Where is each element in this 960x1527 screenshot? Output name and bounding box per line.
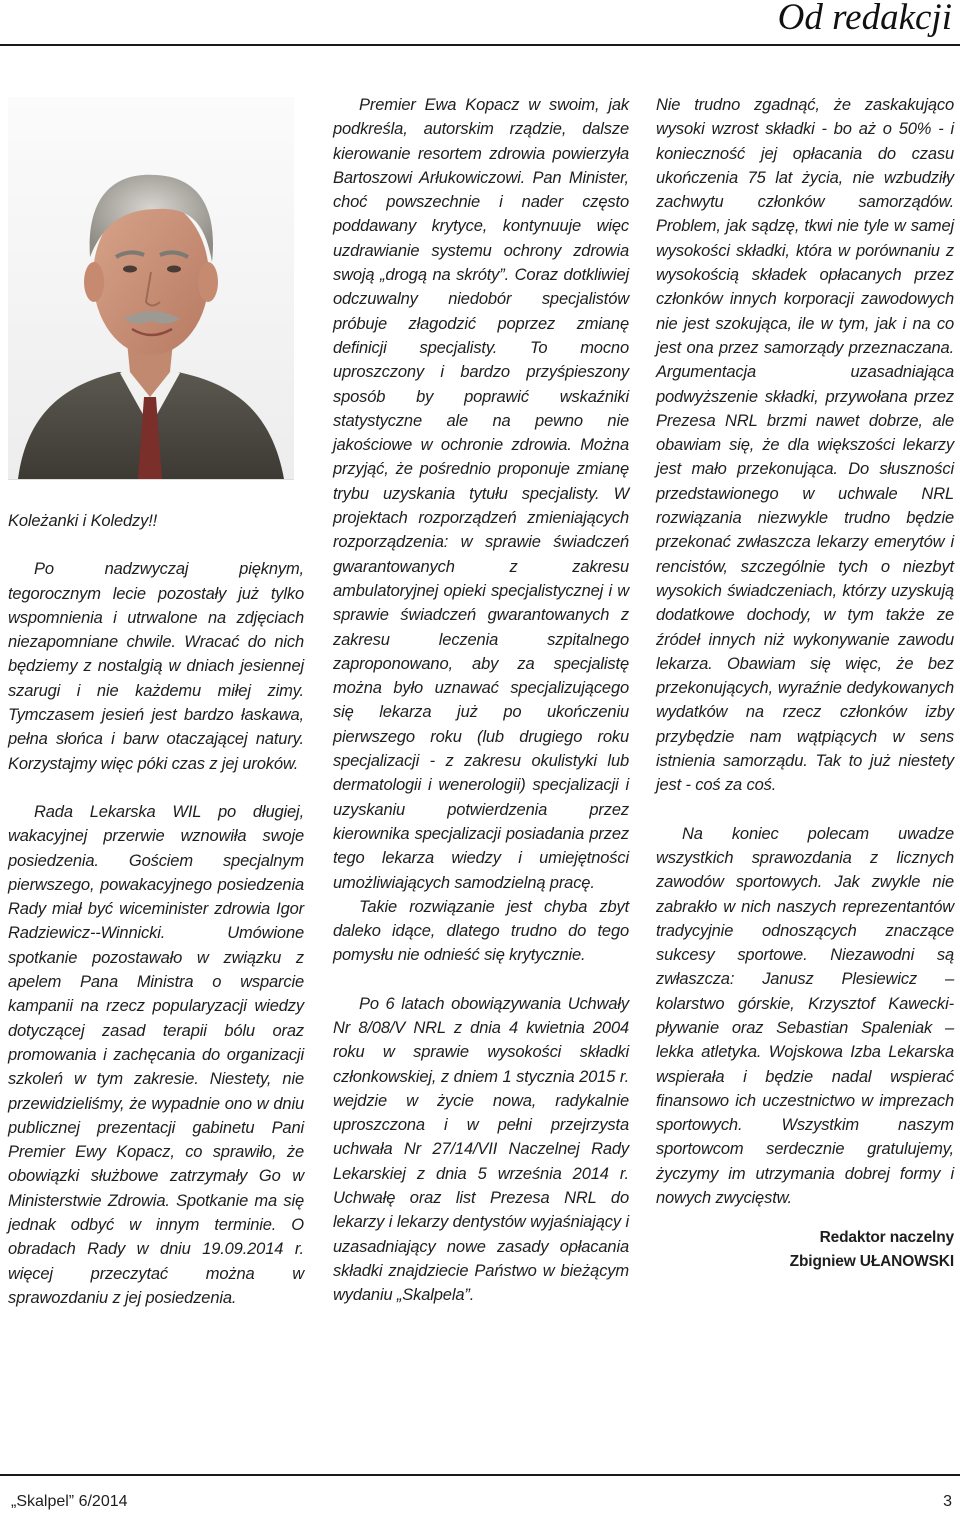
- footer-publication: „Skalpel” 6/2014: [11, 1493, 128, 1510]
- paragraph: Na koniec polecam uwadze wszystkich sprawozdania z licznych zawodów sportowych. Jak zwykle nie zabrakło w nich naszych reprezentantów tradycyjnie odnoszących znaczące sukcesy sportowe. Niezawodni są zwłaszcza: Janusz Plesiewicz – kolarstwo górskie, Krzysztof Kawecki- pływanie oraz Sebastian Spaleniak – lekka atletyka. Wojskowa Izba Lekarska wspierała i będzie nadal wspierać finansowo ich uczestnictwo w imprezach sportowych. Wszystkim naszym sportowcom serdecznie gratulujemy, życzymy im utrzymania dobrej formy i nowych zwycięstw.: [656, 824, 954, 1208]
- paragraph: Po nadzwyczaj pięknym, tegorocznym lecie pozostały już tylko wspomnienia i utrwalone na zdjęciach niezapomniane chwile. Wracać do nich będziemy z nostalgią w dniach jesiennej szarugi i nie każdemu miłej zimy. Tymczasem jesień jest bardzo łaskawa, pełna słońca i barw otaczającej natury. Korzystajmy więc póki czas z jej uroków.: [8, 560, 304, 773]
- page-number: 3: [943, 1493, 952, 1510]
- paragraph: Po 6 latach obowiązywania Uchwały Nr 8/08/V NRL z dnia 4 kwietnia 2004 roku w sprawie wysokości składki członkowskiej, z dniem 1 stycznia 2015 r. wejdzie w życie nowa, radykalnie uproszczona i w pełni przejrzysta uchwała Nr 27/14/VII Naczelnej Rady Lekarskiej z dnia 5 września 2014 r. Uchwałę oraz list Prezesa NRL do lekarzy i lekarzy dentystów wyjaśniający i uzasadniający nowe zasady opłacania składki znajdziecie Państwo w bieżącym wydaniu „Skalpela”.: [333, 994, 629, 1305]
- footer-rule: [0, 1474, 960, 1476]
- column-2: [333, 93, 629, 1308]
- paragraph: Takie rozwiązanie jest chyba zbyt daleko idące, dlatego trudno do tego pomysłu nie odnieść się krytycznie.: [333, 897, 629, 965]
- column-3: [656, 93, 954, 1274]
- signature: [656, 1226, 954, 1274]
- paragraph: Premier Ewa Kopacz w swoim, jak podkreśla, autorskim rządzie, dalsze kierowanie resortem zdrowia powierzyła Bartoszowi Arłukowiczowi. Pan Minister, choć powszechnie i nader często poddawany krytyce, kontynuuje więc uzdrawianie systemu ochrony zdrowia swoją „drogą na skróty”. Coraz dotkliwiej odczuwalny niedobór specjalistów próbuje złagodzić poprzez zmianę definicji specjalisty. To mocno uproszczony i bardzo przyśpieszony sposób by poprawić wskaźniki statystyczne ale na pewno nie jakościowe w ochronie zdrowia. Można przyjąć, że pośrednio proponuje zmianę trybu uzyskania tytułu specjalisty. W projektach rozporządzeń zmieniających rozporządzenia: w sprawie świadczeń gwarantowanych z zakresu ambulatoryjnej opieki specjalistycznej i w sprawie świadczeń gwarantowanych z zakresu leczenia szpitalnego zaproponowano, aby za specjalistę można było uznawać specjalizującego się lekarza już po ukończeniu pierwszego roku (lub drugiego roku specjalizacji - z zakresu okulistyki lub dermatologii i wenerologii) specjalizacji i uzyskaniu potwierdzenia przez kierownika specjalizacji posiadania przez tego lekarza wiedzy i umiejętności umożliwiających samodzielną pracę.: [333, 96, 629, 892]
- signature-name: Zbigniew UŁANOWSKI: [789, 1253, 954, 1271]
- header-rule: [0, 44, 960, 46]
- author-photo: [8, 97, 294, 480]
- section-title: Od redakcji: [777, 0, 952, 38]
- column-1: [8, 509, 304, 1310]
- paragraph: Nie trudno zgadnąć, że zaskakująco wysoki wzrost składki - bo aż o 50% - i konieczność jej opłacania do czasu ukończenia 75 lat życia, nie wzbudziły zachwytu członków samorządów. Problem, jak sądzę, tkwi nie tyle w samej wysokości składki, która w porównaniu z wysokością składek opłacanych przez członków innych korporacji zawodowych nie jest szokująca, ile w tym, jak i na co jest ona przez samorządy przeznaczana. Argumentacja uzasadniająca podwyższenie składki, przywołana przez Prezesa NRL brzmi nawet dobrze, ale obawiam się, że dla większości lekarzy jest mało przekonująca. Do słuszności przedstawionego w uchwale NRL rozwiązania niezwykle trudno będzie przekonać zwłaszcza lekarzy emerytów i rencistów, szczególnie tych o niezbyt wysokich świadczeniach, którzy uzyskują dodatkowe dochody, w tym także ze źródeł innych niż wykonywanie zawodu lekarza. Obawiam się więc, że bez przekonujących, wyraźnie dedykowanych wydatków na rzecz członków izby przybędzie nam wątpiących w sens istnienia samorządu. Tak to już niestety jest - coś za coś.: [656, 96, 954, 795]
- paragraph: Rada Lekarska WIL po długiej, wakacyjnej przerwie wznowiła swoje posiedzenia. Gościem specjalnym pierwszego, powakacyjnego posiedzenia Rady miał być wiceminister zdrowia Igor Radziewicz--Winnicki. Umówione spotkanie pozostawało w związku z apelem Pana Ministra o wsparcie kampanii na rzecz popularyzacji wiedzy dotyczącej zasad terapii bólu oraz promowania i zachęcania do organizacji szkoleń w tym zakresie. Niestety, nie przewidzieliśmy, że wypadnie ono w dniu publicznej prezentacji gabinetu Pani Premier Ewy Kopacz, co sprawiło, że obowiązki służbowe zatrzymały Go w Ministerstwie Zdrowia. Spotkanie ma się jednak odbyć w innym terminie. O obradach Rady w dniu 19.09.2014 r. więcej przeczytać można w sprawozdaniu z jej posiedzenia.: [8, 802, 304, 1307]
- greeting: Koleżanki i Koledzy!!: [8, 512, 158, 530]
- signature-role: Redaktor naczelny: [819, 1229, 954, 1247]
